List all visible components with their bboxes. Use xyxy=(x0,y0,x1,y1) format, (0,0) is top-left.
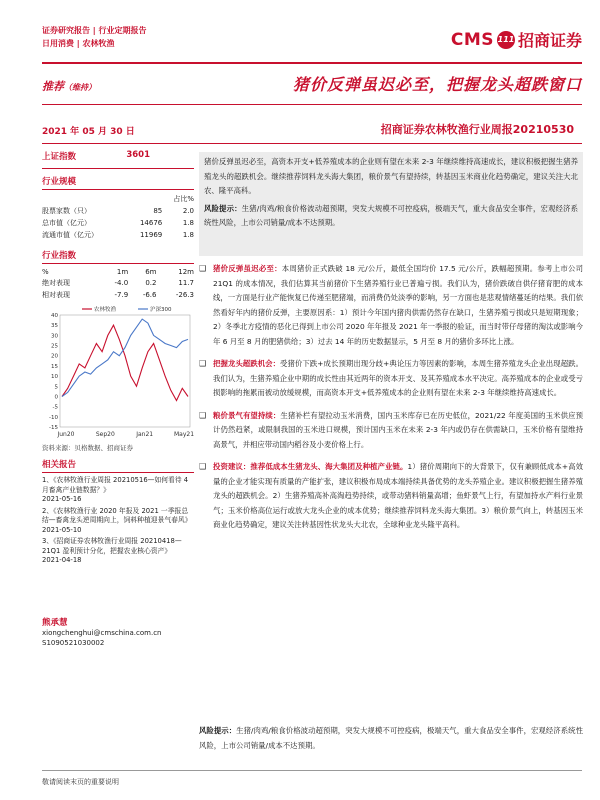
risk-label: 风险提示： xyxy=(204,203,242,213)
index-chart-svg xyxy=(42,301,194,441)
logo-badge-icon: 111 xyxy=(497,31,515,49)
checkbox-icon: ❑ xyxy=(199,462,207,471)
sidebar-rule xyxy=(42,168,194,169)
summary-text: 猪价反弹虽迟必至，高资本开支+低养殖成本的企业则有望在未来 2-3 年继续维持高速成长，建议积极把握生猪养殖龙头的超跌机会。继续推荐饲料龙头海大集团，粮价景气有望持续，转基因玉米商业化趋势确定，建议关注大北农、隆平高科。 xyxy=(204,157,578,195)
footer-risk xyxy=(199,724,583,753)
cell: 85 xyxy=(153,207,163,215)
report-category: 证券研究报告 | 行业定期报告 xyxy=(42,26,147,35)
report-headline: 猪价反弹虽迟必至，把握龙头超跌窗口 xyxy=(292,75,582,94)
author-license: S1090521030002 xyxy=(42,638,105,647)
y-tick-label: 35 xyxy=(51,323,58,330)
sidebar xyxy=(42,150,194,760)
summary-box xyxy=(199,152,583,256)
col-header: 12m xyxy=(178,268,194,276)
perf-title: 行业指数 xyxy=(42,251,77,261)
bullet-label: 粮价景气有望持续： xyxy=(213,410,281,420)
footer-note: 敬请阅读末页的重要说明 xyxy=(42,778,119,786)
cell: -4.0 xyxy=(114,279,129,287)
index-value: 3601 xyxy=(126,150,150,160)
related-report-link[interactable]: 3、《招商证券农林牧渔行业周报 20210418—21Q1 盈利预计分化，把握农业核心资产》 xyxy=(42,537,182,555)
x-tick-label: Jan21 xyxy=(136,431,154,438)
checkbox-icon: ❑ xyxy=(199,410,207,420)
risk-text: 生猪/肉鸡/粮食价格波动超预期，突发大规模不可控疫病，极端天气，重大食品安全事件，宏观经济系统性风险，上市公司销量/成本不达预期。 xyxy=(199,726,583,750)
x-tick-label: Sep20 xyxy=(95,431,115,438)
bullet-list xyxy=(199,262,583,541)
bullet-text xyxy=(213,409,583,453)
bullet-label: 猪价反弹虽迟必至： xyxy=(213,264,282,273)
cell: -7.9 xyxy=(114,291,129,299)
bullet-body: 受猪价下跌+成长预期出现分歧+典论压力等因素的影响，本周生猪养殖龙头企业出现超跌。我们认为，生猪养殖企业中期的成长性由其近两年的资本开支、及其养殖成本水平决定。高养殖成本的企业或受亏损影响的拖累而被动放缓规模，而高资本开支+低养殖成本的企业则有望在未来 2-3 年继续维持高速成长。 xyxy=(213,359,583,397)
rating-sub: （维持） xyxy=(64,83,96,92)
bullet-item xyxy=(199,409,583,453)
cell: 14676 xyxy=(139,219,163,227)
related-report-date: 2021-04-18 xyxy=(42,556,82,564)
row-label: 股票家数（只） xyxy=(42,207,91,215)
y-tick-label: 30 xyxy=(51,333,58,340)
logo-text-cn: 招商证券 xyxy=(517,31,582,50)
bullet-item xyxy=(199,460,583,533)
y-tick-label: -10 xyxy=(49,414,58,421)
col-header: % xyxy=(42,268,49,276)
legend-label: 沪深300 xyxy=(150,307,172,313)
bullet-text xyxy=(213,357,583,401)
cell: 2.0 xyxy=(182,207,194,215)
header-rule xyxy=(42,62,582,64)
report-sector: 日用消费 | 农林牧渔 xyxy=(42,39,115,48)
cell: 1.8 xyxy=(182,231,194,239)
sidebar-rule xyxy=(42,263,194,264)
x-tick-label: Jun20 xyxy=(57,431,75,438)
y-tick-label: 0 xyxy=(54,394,58,401)
index-chart xyxy=(42,301,194,441)
report-subtitle: 招商证券农林牧渔行业周报20210530 xyxy=(380,123,574,136)
x-tick-label: May21 xyxy=(173,431,194,438)
bullet-body: 生猪补栏有望拉动玉米消费，国内玉米库存已在历史低位，2021/22 年度美国的玉米供应预计仍然趋紧，或限制我国的玉米进口规模，预计国内玉米在未来 2-3 年内或仍存在供需缺口，玉米价格有望维持高景气，并相应带动国内稻谷及小麦价格上行。 xyxy=(213,410,583,449)
related-report-date: 2021-05-16 xyxy=(42,495,82,503)
checkbox-icon: ❑ xyxy=(199,264,207,273)
bullet-item xyxy=(199,262,583,349)
chart-frame xyxy=(60,315,190,427)
bullet-body: 1）猪价周期向下的大背景下，仅有兼顾低成本+高效量的企业才能实现有质量的产能扩张，建议积极布局成本端持续具备优势的龙头养殖企业。建议积极把握生猪养殖龙头的超跌机会。2）生猪养殖高补高淘趋势持续，或带动猪料销量高增；鱼虾景气上行，有望加持水产料行业景气；玉米价格高位运行或放大龙头企业的成本优势；继续推荐饲料龙头海大集团。3）粮价景气向上，转基因玉米商业化趋势确定，建议关注转基因性状龙头大北农，全球种业龙头隆平高科。 xyxy=(213,462,583,529)
series-line-1 xyxy=(62,325,188,400)
col-header: 1m xyxy=(116,268,129,276)
sidebar-rule xyxy=(42,189,194,190)
y-tick-label: 10 xyxy=(51,374,58,381)
summary-risk xyxy=(204,202,578,231)
subtitle-rule xyxy=(42,143,582,144)
y-tick-label: -5 xyxy=(52,404,58,411)
cms-logo xyxy=(451,28,582,51)
cell: 0.2 xyxy=(145,279,157,287)
title-rule xyxy=(42,104,582,105)
rating-label: 推荐 xyxy=(42,80,64,93)
footer-rule xyxy=(42,770,582,771)
bullet-text xyxy=(213,460,583,533)
bullet-text xyxy=(213,262,583,349)
bullet-label: 把握龙头超跌机会： xyxy=(213,359,281,368)
logo-text-en: CMS xyxy=(450,29,494,50)
related-title: 相关报告 xyxy=(42,460,77,470)
cell: 11.7 xyxy=(178,279,194,287)
report-date: 2021 年 05 月 30 日 xyxy=(42,127,135,137)
basic-data-title: 行业规模 xyxy=(42,177,77,187)
y-tick-label: -15 xyxy=(49,425,58,431)
footer-risk-text xyxy=(199,724,583,753)
basic-data-table xyxy=(42,193,194,241)
risk-text: 生猪/肉鸡/粮食价格波动超预期，突发大规模不可控疫病，极端天气，重大食品安全事件，宏观经济系统性风险，上市公司销量/成本不达预期。 xyxy=(204,203,578,227)
col-header: 占比% xyxy=(173,195,194,203)
bullet-item xyxy=(199,357,583,401)
report-header xyxy=(42,24,582,58)
row-label: 总市值（亿元） xyxy=(42,219,91,227)
table-row xyxy=(42,205,194,217)
author-name: 熊承慧 xyxy=(42,617,68,628)
bullet-label: 投资建议：推荐低成本生猪龙头、海大集团及种植产业链。 xyxy=(213,462,408,471)
related-report-link[interactable]: 2、《农林牧渔行业 2020 年报及 2021 一季报总结—畜禽龙头逆周期向上，饲料种植迎景气春风》 xyxy=(42,506,192,524)
table-row xyxy=(42,217,194,229)
risk-label: 风险提示： xyxy=(199,726,237,735)
perf-table xyxy=(42,267,194,301)
y-tick-label: 5 xyxy=(54,384,58,391)
table-row xyxy=(42,229,194,241)
y-tick-label: 25 xyxy=(51,343,58,350)
index-label: 上证指数 xyxy=(42,152,77,162)
cell: -6.6 xyxy=(142,291,157,299)
checkbox-icon: ❑ xyxy=(199,359,207,368)
bullet-body: 本周猪价正式跌破 18 元/公斤，最低全国均价 17.5 元/公斤，跌幅超预期。参考上市公司 21Q1 的成本情况，我们估算其当前猪价下生猪养殖行业已普遍亏损。我们认为，猪价跌破自供仔猪育肥的成本线，一方面是行业产能恢复已传递至肥猪端，而消费仍处淡季的影响，另一方面也是悲观情绪蔓延的结果。我们依然看好年内的猪价反弹，主要原因系：1）预计今年国内猪肉供需仍然存在缺口，生猪养殖亏损或只是短期现象；2）冬季北方疫情的恶化已得到上市公司 2020 年年报及 2021 年一季报的验证，而当时带仔母猪的淘汰或影响今年 6 月至 8 月的肥猪供给；3）过去 14 年的历史数据显示，5 月至 8 月的猪价多环比上涨。 xyxy=(213,264,583,346)
legend-label: 农林牧渔 xyxy=(94,307,117,313)
chart-source: 资料来源：贝格数据、招商证券 xyxy=(42,444,133,452)
cell: 11969 xyxy=(139,231,163,239)
index-row xyxy=(42,150,150,162)
cell: 1.8 xyxy=(182,219,194,227)
y-tick-label: 40 xyxy=(51,313,58,319)
cell: -26.3 xyxy=(175,291,194,299)
row-label: 绝对表现 xyxy=(42,279,70,287)
y-tick-label: 20 xyxy=(51,353,58,360)
row-label: 流通市值（亿元） xyxy=(42,231,98,239)
related-list xyxy=(42,476,194,566)
col-header: 6m xyxy=(145,268,157,276)
y-tick-label: 15 xyxy=(51,363,58,370)
row-label: 相对表现 xyxy=(42,291,70,299)
sidebar-rule xyxy=(42,472,194,473)
related-report-date: 2021-05-10 xyxy=(42,525,82,534)
table-row xyxy=(42,277,194,289)
rating xyxy=(42,78,96,94)
related-report-link[interactable]: 1、《农林牧渔行业周报 20210516—如何看待 4 月畜禽产业链数据？》 xyxy=(42,476,189,494)
author-email[interactable]: xiongchenghui@cmschina.com.cn xyxy=(42,628,162,637)
table-header xyxy=(42,267,194,277)
table-row xyxy=(42,289,194,301)
